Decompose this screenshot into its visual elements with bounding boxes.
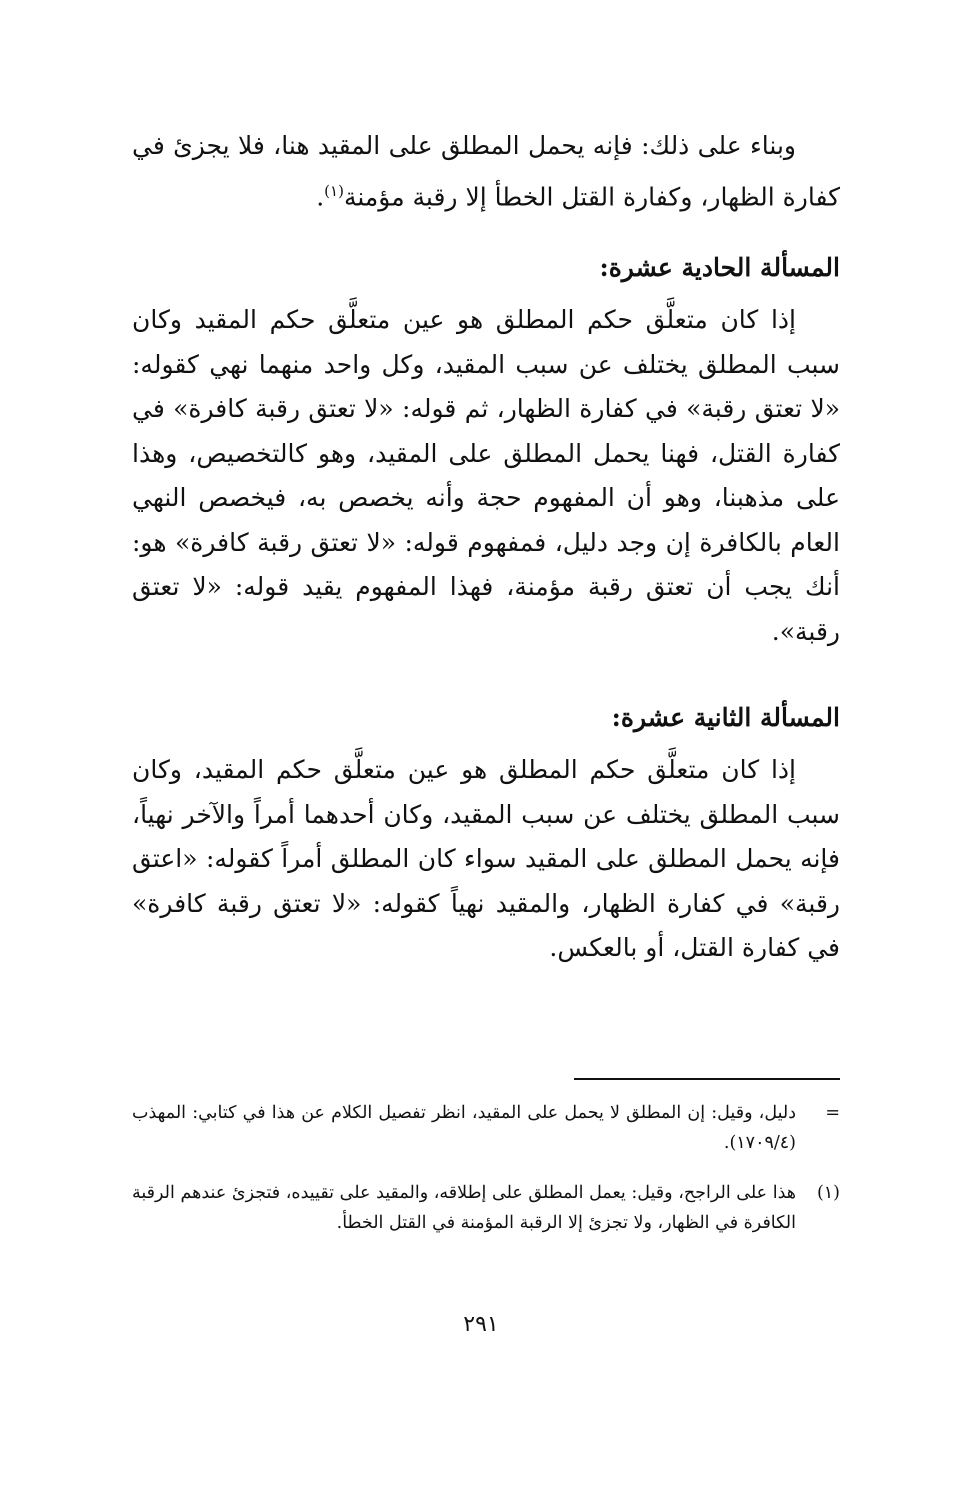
footnote-1 — [132, 1178, 840, 1238]
footnote-divider — [574, 1078, 840, 1080]
footnote-continued — [132, 1098, 840, 1158]
footnote-text: دليل، وقيل: إن المطلق لا يحمل على المقيد، انظر تفصيل الكلام عن هذا في كتابي: المهذب (١٧٠٩/٤). — [132, 1103, 796, 1153]
paragraph-conclusion-end: . — [316, 181, 325, 211]
footnote-ref-1: (١) — [324, 181, 344, 200]
footnote-text: هذا على الراجح، وقيل: يعمل المطلق على إطلاقه، والمقيد على تقييده، فتجزئ عندهم الرقبة الكافرة في الظهار، ولا تجزئ إلا الرقبة المؤمنة في القتل الخطأ. — [132, 1183, 796, 1233]
paragraph-issue-eleven: إذا كان متعلَّق حكم المطلق هو عين متعلَّق حكم المقيد وكان سبب المطلق يختلف عن سبب المقيد، وكل واحد منهما نهي كقوله: «لا تعتق رقبة» في كفارة الظهار، ثم قوله: «لا تعتق رقبة كافرة» في كفارة القتل، فهنا يحمل المطلق على المقيد، وهو كالتخصيص، وهذا على مذهبنا، وهو أن المفهوم حجة وأنه يخصص به، فيخصص النهي العام بالكافرة إن وجد دليل، فمفهوم قوله: «لا تعتق رقبة كافرة» هو: أنك يجب أن تعتق رقبة مؤمنة، فهذا المفهوم يقيد قوله: «لا تعتق رقبة». — [132, 305, 840, 646]
paragraph-conclusion — [132, 124, 840, 219]
paragraph-issue-twelve: إذا كان متعلَّق حكم المطلق هو عين متعلَّق حكم المقيد، وكان سبب المطلق يختلف عن سبب المقيد، وكان أحدهما أمراً والآخر نهياً، فإنه يحمل المطلق على المقيد سواء كان المطلق أمراً كقوله: «اعتق رقبة» في كفارة الظهار، والمقيد نهياً كقوله: «لا تعتق رقبة كافرة» في كفارة القتل، أو بالعكس. — [132, 755, 840, 962]
footnote-marker: (١) — [816, 1183, 840, 1203]
footnote-marker: = — [825, 1103, 840, 1123]
paragraph-conclusion-text: وبناء على ذلك: فإنه يحمل المطلق على المقيد هنا، فلا يجزئ في كفارة الظهار، وكفارة القتل الخطأ إلا رقبة مؤمنة — [132, 131, 840, 211]
page-number: ٢٩١ — [463, 1312, 499, 1337]
heading-issue-eleven: المسألة الحادية عشرة: — [599, 253, 840, 282]
heading-issue-twelve: المسألة الثانية عشرة: — [611, 703, 840, 732]
